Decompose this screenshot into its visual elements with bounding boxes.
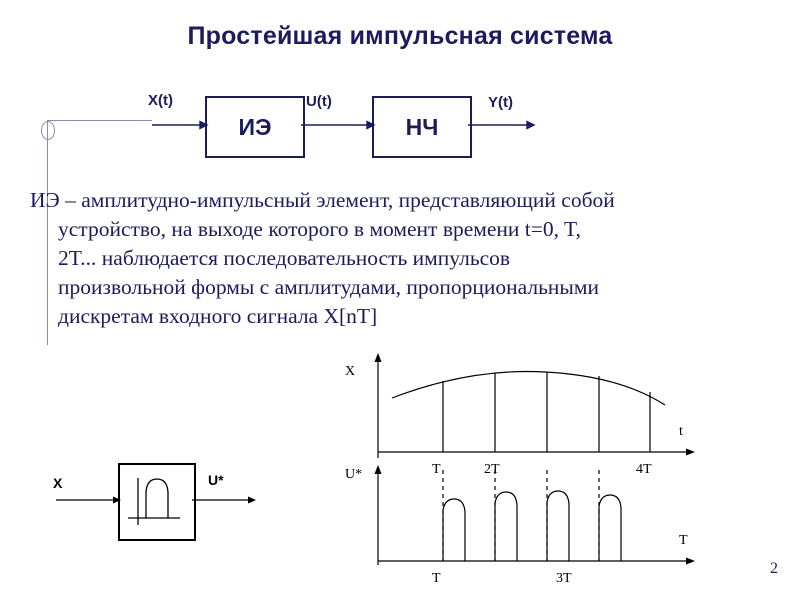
body-paragraph — [30, 186, 775, 331]
pulse-element-output-label: U* — [208, 472, 224, 488]
block-nch: НЧ — [372, 96, 472, 158]
body-line-5: дискретам входного сигнала X[nT] — [58, 304, 378, 328]
signal-label-input: X(t) — [148, 92, 173, 109]
graph-bottom-tick-3T: 3T — [556, 571, 572, 586]
body-line-4: произвольной формы с амплитудами, пропорциональными — [58, 275, 599, 299]
graph-top-tick-T: T — [432, 462, 441, 477]
pulse-element-box — [118, 463, 196, 541]
graph-top-x-label: t — [679, 424, 683, 439]
body-line-1: ИЭ – амплитудно-импульсный элемент, представляющий собой — [30, 188, 615, 212]
signal-label-middle: U(t) — [306, 93, 332, 110]
decorative-bullet-icon — [41, 121, 55, 140]
graph-top-y-label: X — [345, 364, 356, 379]
graph-bottom-tick-T: T — [432, 571, 441, 586]
body-line-2: устройство, на выходе которого в момент времени t=0, T, — [58, 217, 581, 241]
decorative-horizontal-rule — [47, 120, 152, 121]
pulse-element-input-label: X — [53, 475, 63, 491]
graph-bottom-y-label: U* — [345, 467, 363, 482]
graph-top-tick-4T: 4T — [636, 462, 652, 477]
body-line-3: 2T... наблюдается последовательность импульсов — [58, 246, 511, 270]
graph-top-tick-2T: 2T — [484, 462, 500, 477]
page-title: Простейшая импульсная система — [187, 22, 613, 50]
graph-bottom-x-label: T — [679, 533, 688, 548]
signal-label-output: Y(t) — [488, 94, 513, 111]
block-ie: ИЭ — [205, 96, 305, 158]
page-number: 2 — [770, 560, 778, 577]
